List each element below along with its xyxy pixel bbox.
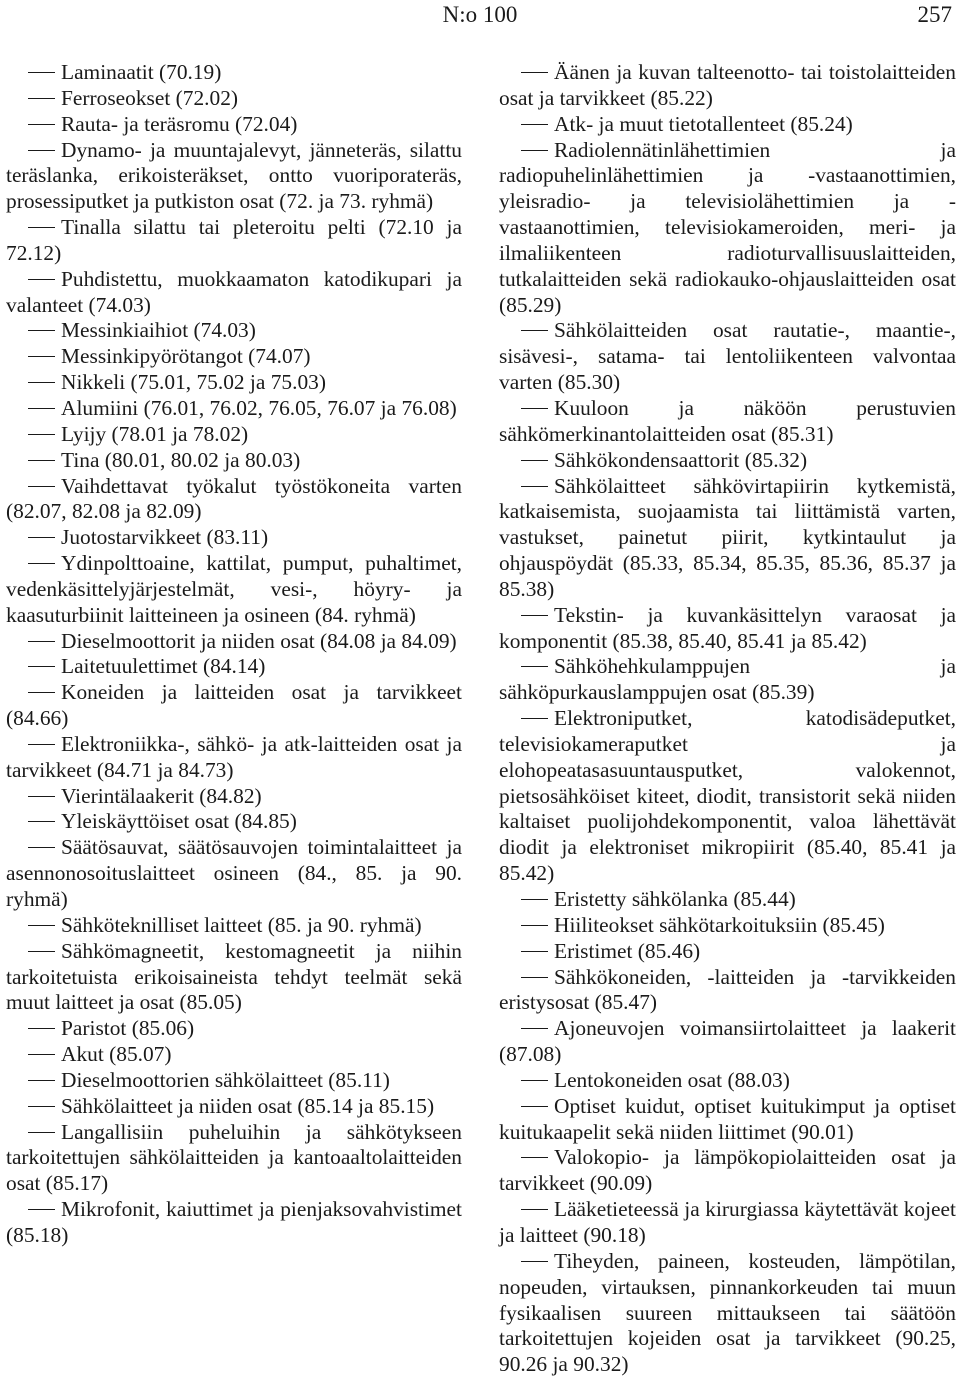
dash-marker: [521, 408, 548, 409]
list-entry: [6, 1042, 462, 1068]
entry-text: Puhdistettu, muokkaamaton katodikupari ja valanteet (74.03): [6, 266, 462, 317]
dash-marker: [28, 227, 55, 228]
entry-text: Alumiini (76.01, 76.02, 76.05, 76.07 ja 76.08): [61, 395, 457, 420]
entry-text: Dynamo- ja muuntajalevyt, jänneteräs, silattu teräslanka, erikoisteräkset, ontto vuoriporateräs, prosessiputket ja putkiston osat (72. ja 73. ryhmä): [6, 137, 462, 214]
list-entry: [499, 396, 956, 448]
list-entry: [6, 370, 462, 396]
dash-marker: [28, 537, 55, 538]
dash-marker: [28, 1106, 55, 1107]
entry-text: Hiiliteokset sähkötarkoituksiin (85.45): [554, 912, 885, 937]
list-entry: [499, 913, 956, 939]
dash-marker: [28, 486, 55, 487]
list-entry: [499, 448, 956, 474]
dash-marker: [28, 1054, 55, 1055]
list-entry: [499, 965, 956, 1017]
entry-text: Nikkeli (75.01, 75.02 ja 75.03): [61, 370, 326, 395]
entry-text: Vaihdettavat työkalut työstökoneita varten (82.07, 82.08 ja 82.09): [6, 473, 462, 524]
entry-text: Sähkölaitteiden osat rautatie-, maantie-, sisävesi-, satama- tai lentoliikenteen valvontaa varten (85.30): [499, 318, 956, 395]
dash-marker: [28, 563, 55, 564]
list-entry: [6, 551, 462, 629]
dash-marker: [28, 796, 55, 797]
dash-marker: [521, 977, 548, 978]
dash-marker: [521, 951, 548, 952]
list-entry: [499, 1197, 956, 1249]
entry-text: Elektroniputket, katodisädeputket, televisiokameraputket ja elohopeatasasuuntausputket, valokennot, pietsosähköiset kiteet, diodit, transistorit sekä niiden kaltaiset puolijohdekomponentit, valoa lähettävät diodit ja elektroniset mikropiirit (85.40, 85.41 ja 85.42): [499, 706, 956, 886]
list-entry: [6, 60, 462, 86]
dash-marker: [521, 72, 548, 73]
list-entry: [6, 1016, 462, 1042]
entry-text: Laitetuulettimet (84.14): [61, 654, 266, 679]
list-entry: [6, 215, 462, 267]
dash-marker: [28, 666, 55, 667]
left-column: [6, 60, 462, 1249]
list-entry: [6, 86, 462, 112]
entry-text: Sähköhehkulamppujen ja sähköpurkauslamppujen osat (85.39): [499, 654, 956, 705]
dash-marker: [28, 692, 55, 693]
list-entry: [499, 1145, 956, 1197]
entry-text: Tekstin- ja kuvankäsittelyn varaosat ja komponentit (85.38, 85.40, 85.41 ja 85.42): [499, 602, 956, 653]
list-entry: [6, 422, 462, 448]
list-entry: [499, 138, 956, 319]
entry-text: Sähkömagneetit, kestomagneetit ja niihin tarkoitetuista erikoisaineista tehdyt teelmät sekä muut laitteet ja osat (85.05): [6, 938, 462, 1015]
list-entry: [499, 60, 956, 112]
list-entry: [499, 1249, 956, 1378]
entry-text: Ydinpolttoaine, kattilat, pumput, puhaltimet, vedenkäsittelyjärjestelmät, vesi-, höyry- ja kaasuturbiinit laitteineen ja osineen (84. ryhmä): [6, 551, 462, 627]
list-entry: [6, 396, 462, 422]
entry-text: Rauta- ja teräsromu (72.04): [61, 111, 298, 136]
entry-text: Akut (85.07): [61, 1042, 172, 1067]
dash-marker: [28, 382, 55, 383]
entry-text: Optiset kuidut, optiset kuitukimput ja optiset kuitukaapelit sekä niiden liittimet (90.01): [499, 1093, 956, 1144]
list-entry: [6, 318, 462, 344]
entry-text: Sähkölaitteet sähkövirtapiirin kytkemistä, katkaisemista, suojaamista tai liittämistä varten, vastukset, painetut piirit, kytkintaulut ja ohjauspöydät (85.33, 85.34, 85.35, 85.36, 85.37 ja 85.38): [499, 473, 956, 601]
entry-text: Ajoneuvojen voimansiirtolaitteet ja laakerit (87.08): [499, 1016, 956, 1067]
list-entry: [6, 1197, 462, 1249]
entry-text: Koneiden ja laitteiden osat ja tarvikkeet (84.66): [6, 680, 462, 731]
dash-marker: [521, 666, 548, 667]
list-entry: [499, 318, 956, 396]
entry-text: Lääketieteessä ja kirurgiassa käytettävät kojeet ja laitteet (90.18): [499, 1197, 956, 1247]
list-entry: [499, 887, 956, 913]
entry-text: Messinkipyörötangot (74.07): [61, 344, 311, 369]
entry-text: Eristetty sähkölanka (85.44): [554, 887, 796, 911]
list-entry: [6, 1094, 462, 1120]
list-entry: [6, 448, 462, 474]
dash-marker: [28, 124, 55, 125]
list-entry: [6, 939, 462, 1017]
entry-text: Valokopio- ja lämpökopiolaitteiden osat ja tarvikkeet (90.09): [499, 1145, 956, 1196]
dash-marker: [521, 1028, 548, 1029]
entry-text: Paristot (85.06): [61, 1016, 195, 1041]
dash-marker: [28, 951, 55, 952]
entry-text: Laminaatit (70.19): [61, 60, 222, 84]
section-number: N:o 100: [442, 2, 518, 27]
entry-text: Ferroseokset (72.02): [61, 85, 239, 110]
entry-text: Eristimet (85.46): [554, 938, 701, 963]
entry-text: Juotostarvikkeet (83.11): [61, 525, 269, 550]
list-entry: [6, 474, 462, 526]
dash-marker: [521, 1261, 548, 1262]
entry-text: Tinalla silattu tai pleteroitu pelti (72.10 ja 72.12): [6, 215, 462, 265]
list-entry: [6, 112, 462, 138]
dash-marker: [28, 1132, 55, 1133]
dash-marker: [28, 150, 55, 151]
list-entry: [6, 525, 462, 551]
entry-text: Dieselmoottorit ja niiden osat (84.08 ja 84.09): [61, 628, 457, 653]
list-entry: [499, 706, 956, 887]
dash-marker: [28, 1209, 55, 1210]
dash-marker: [521, 330, 548, 331]
list-entry: [6, 654, 462, 680]
dash-marker: [28, 98, 55, 99]
right-column: [499, 60, 956, 1378]
entry-text: Messinkiaihiot (74.03): [61, 318, 256, 343]
list-entry: [6, 1120, 462, 1198]
list-entry: [499, 1016, 956, 1068]
list-entry: [6, 732, 462, 784]
page-header: [0, 2, 960, 32]
dash-marker: [28, 408, 55, 409]
entry-text: Radiolennätinlähettimien ja radiopuhelinlähettimien ja -vastaanottimien, yleisradio- ja televisiolähettimien ja -vastaanottimien, televisiokameroiden, meri- ja ilmaliikenteen radioturvallisuuslaitteiden, tutkalaitteiden sekä radiokauko-ohjauslaitteiden osat (85.29): [499, 137, 956, 317]
dash-marker: [28, 925, 55, 926]
entry-text: Sähkölaitteet ja niiden osat (85.14 ja 85.15): [61, 1093, 435, 1118]
entry-text: Tiheyden, paineen, kosteuden, lämpötilan, nopeuden, virtauksen, pinnankorkeuden tai muun fysikaalisen suureen mittaukseen tai säätöön tarkoitettujen kojeiden osat ja tarvikkeet (90.25, 90.26 ja 90.32): [499, 1248, 956, 1377]
entry-text: Kuuloon ja näköön perustuvien sähkömerkinantolaitteiden osat (85.31): [499, 395, 956, 446]
entry-text: Lentokoneiden osat (88.03): [554, 1067, 790, 1092]
list-entry: [499, 112, 956, 138]
list-entry: [499, 939, 956, 965]
entry-text: Säätösauvat, säätösauvojen toimintalaitteet ja asennonosoituslaitteet osineen (84., 85. ja 90. ryhmä): [6, 835, 462, 911]
list-entry: [6, 1068, 462, 1094]
list-entry: [6, 680, 462, 732]
entry-text: Lyijy (78.01 ja 78.02): [61, 421, 249, 446]
page-number: 257: [917, 2, 952, 27]
dash-marker: [521, 615, 548, 616]
dash-marker: [28, 460, 55, 461]
list-entry: [499, 474, 956, 603]
entry-text: Elektroniikka-, sähkö- ja atk-laitteiden osat ja tarvikkeet (84.71 ja 84.73): [6, 731, 462, 782]
list-entry: [6, 784, 462, 810]
dash-marker: [521, 718, 548, 719]
list-entry: [6, 809, 462, 835]
entry-text: Dieselmoottorien sähkölaitteet (85.11): [61, 1067, 390, 1092]
dash-marker: [521, 1157, 548, 1158]
dash-marker: [28, 641, 55, 642]
dash-marker: [521, 1209, 548, 1210]
dash-marker: [521, 486, 548, 487]
list-entry: [6, 835, 462, 913]
entry-text: Langallisiin puheluihin ja sähkötykseen tarkoitettujen sähkölaitteiden ja kantoaaltolaitteiden osat (85.17): [6, 1119, 462, 1196]
list-entry: [499, 1068, 956, 1094]
dash-marker: [28, 1080, 55, 1081]
list-entry: [499, 1094, 956, 1146]
entry-text: Äänen ja kuvan talteenotto- tai toistolaitteiden osat ja tarvikkeet (85.22): [499, 60, 956, 110]
list-entry: [6, 344, 462, 370]
list-entry: [6, 267, 462, 319]
dash-marker: [521, 1080, 548, 1081]
dash-marker: [28, 434, 55, 435]
dash-marker: [28, 279, 55, 280]
list-entry: [6, 138, 462, 216]
dash-marker: [28, 1028, 55, 1029]
list-entry: [499, 654, 956, 706]
dash-marker: [28, 356, 55, 357]
list-entry: [6, 629, 462, 655]
dash-marker: [28, 330, 55, 331]
dash-marker: [521, 1106, 548, 1107]
entry-text: Mikrofonit, kaiuttimet ja pienjaksovahvistimet (85.18): [6, 1197, 462, 1247]
list-entry: [499, 603, 956, 655]
entry-text: Vierintälaakerit (84.82): [61, 783, 262, 808]
dash-marker: [521, 460, 548, 461]
entry-text: Tina (80.01, 80.02 ja 80.03): [61, 447, 301, 472]
entry-text: Sähkökondensaattorit (85.32): [554, 447, 808, 472]
entry-text: Sähköteknilliset laitteet (85. ja 90. ryhmä): [61, 912, 422, 937]
entry-text: Sähkökoneiden, -laitteiden ja -tarvikkeiden eristysosat (85.47): [499, 964, 956, 1015]
dash-marker: [28, 72, 55, 73]
dash-marker: [28, 744, 55, 745]
entry-text: Yleiskäyttöiset osat (84.85): [61, 809, 297, 834]
dash-marker: [521, 899, 548, 900]
dash-marker: [28, 847, 55, 848]
dash-marker: [521, 124, 548, 125]
dash-marker: [28, 821, 55, 822]
dash-marker: [521, 150, 548, 151]
entry-text: Atk- ja muut tietotallenteet (85.24): [554, 111, 853, 136]
dash-marker: [521, 925, 548, 926]
list-entry: [6, 913, 462, 939]
